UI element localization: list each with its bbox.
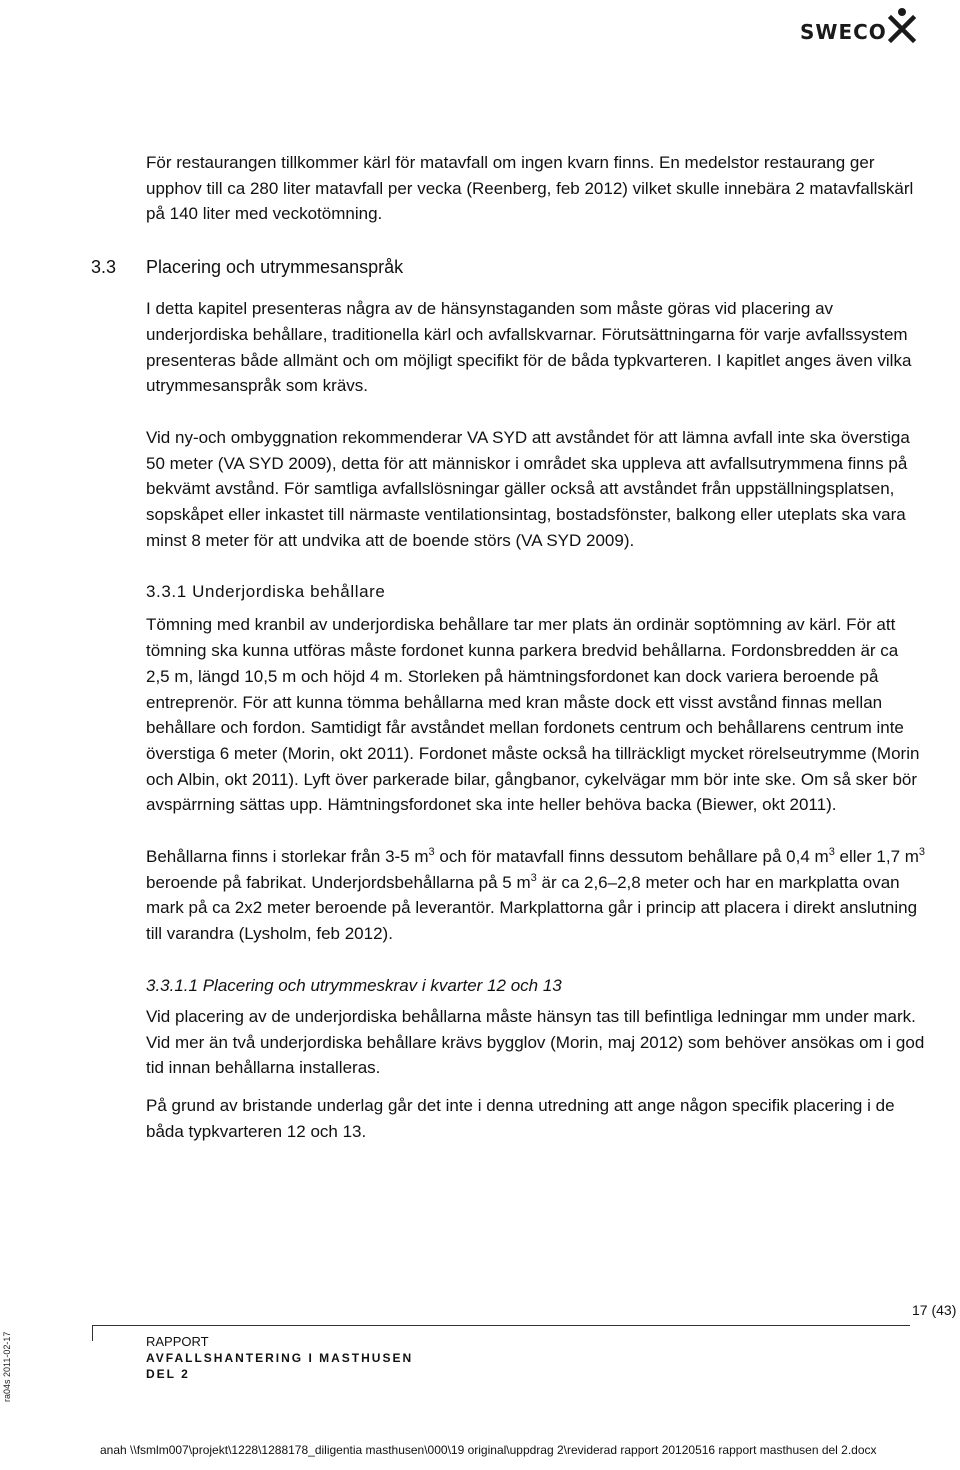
paragraph-placement: Vid placering av de underjordiska behållarna måste hänsyn tas till befintliga ledningar mm under mark. Vid mer än två underjordiska behållare krävs bygglov (Morin, maj 2012) som behöver ansökas om i god tid innan behållarna installeras. (146, 1006, 925, 1078)
company-logo (800, 6, 920, 46)
document-body (91, 150, 926, 1144)
paragraph-conclusion: På grund av bristande underlag går det inte i denna utredning att ange någon specifik placering i de båda typkvarteren 12 och 13. (146, 1095, 895, 1141)
footer-report-title: AVFALLSHANTERING I MASTHUSEN (146, 1351, 414, 1365)
paragraph-crane-emptying: Tömning med kranbil av underjordiska behållare tar mer plats än ordinär soptömning av kärl. För att tömning ska kunna utföras måste fordonet kunna parkera bredvid behållarna. Fordonsbredden är ca 2,5 m, längd 10,5 m och höjd 4 m. Storleken på hämtningsfordonet kan dock variera beroende på entreprenör. För att kunna tömma behållarna med kran måste dock ett visst avstånd finnas mellan behållare och fordon. Samtidigt får avståndet mellan fordonets centrum och behållarens centrum inte överstiga 6 meter (Morin, okt 2011). Fordonet måste också ha tillräckligt mycket rörelseutrymme (Morin och Albin, okt 2011). Lyft över parkerade bilar, gångbanor, cykelvägar mm bör inte ske. Om så sker bör avspärrning sättas upp. Hämtningsfordonet ska inte heller behöva backa (Biewer, okt 2011). (146, 615, 920, 815)
paragraph-container-sizes: Behållarna finns i storlekar från 3-5 $m^3$ och för matavfall finns dessutom behållare på 0,4 $m^3$ eller 1,7 $m^3$ beroende på fabrikat. Underjordsbehållarna på 5 $m^3$ är ca 2,6–2,8 meter och har en markplatta ovan mark på ca 2x2 meter beroende på leverantör. Markplattorna går i princip att placera i direkt anslutning till varandra (Lysholm, feb 2012). (146, 846, 926, 944)
section-title: Placering och utrymmesanspråk (146, 257, 404, 278)
footer-divider-tick (92, 1325, 93, 1341)
footer-report-label: RAPPORT (146, 1334, 209, 1349)
paragraph-intro: I detta kapitel presenteras några av de hänsynstaganden som måste göras vid placering av underjordiska behållare, traditionella kärl och avfallskvarnar. Förutsättningarna för varje avfallssystem presenteras både allmänt och om möjligt specifikt för de båda typkvarteren. I kapitlet anges även vilka utrymmesanspråk som krävs. (146, 299, 912, 396)
subsubsection-heading-3-3-1-1: 3.3.1.1 Placering och utrymmeskrav i kvarter 12 och 13 (146, 975, 562, 995)
footer-file-path: anah \\fsmlm007\projekt\1228\1288178_diligentia masthusen\000\19 original\uppdrag 2\reviderad rapport 20120516 rapport masthusen del 2.docx (100, 1443, 877, 1457)
paragraph-restaurant: För restaurangen tillkommer kärl för matavfall om ingen kvarn finns. En medelstor restaurang ger upphov till ca 280 liter matavfall per vecka (Reenberg, feb 2012) vilket skulle innebära 2 matavfallskärl på 140 liter med veckotömning. (146, 153, 914, 224)
page-number: 17 (43) (912, 1302, 957, 1318)
footer-divider (92, 1325, 910, 1326)
sweco-figure-icon (888, 6, 918, 46)
template-code: ra04s 2011-02-17 (2, 1331, 12, 1402)
paragraph-distance: Vid ny-och ombyggnation rekommenderar VA SYD att avståndet för att lämna avfall inte ska överstiga 50 meter (VA SYD 2009), detta för att människor i området ska uppleva att avfallsutrymmena finns på bekvämt avstånd. För samtliga avfallslösningar gäller också att avståndet från uppställningsplatsen, sopskåpet eller inkastet till närmaste ventilationsintag, bostadsfönster, balkong eller uteplats ska vara minst 8 meter för att undvika att de boende störs (VA SYD 2009). (146, 427, 910, 550)
logo-wordmark: SWECO (800, 20, 887, 44)
footer-report-subtitle: DEL 2 (146, 1367, 190, 1381)
section-heading-3-3 (91, 255, 926, 280)
subsection-heading-3-3-1: 3.3.1 Underjordiska behållare (146, 582, 386, 602)
section-number: 3.3 (91, 257, 117, 278)
